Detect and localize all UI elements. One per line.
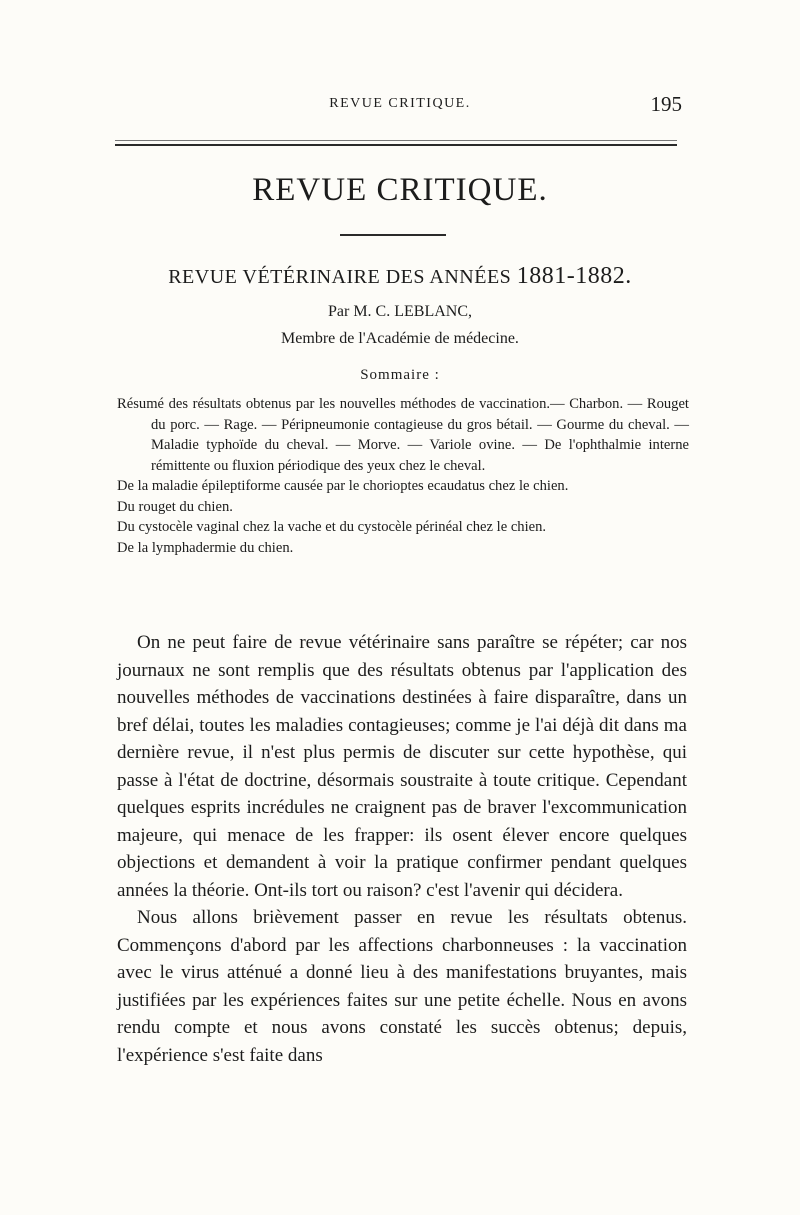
summary-heading: Sommaire : xyxy=(360,367,440,383)
article-heading-text: REVUE VÉTÉRINAIRE DES ANNÉES xyxy=(168,266,512,288)
body-paragraph: On ne peut faire de revue vétérinaire sans paraître se répéter; car nos journaux ne sont remplis que des résultats obtenus par l'application des nouvelles méthodes de vaccinations destinées à faire disparaître, dans un bref délai, toutes les maladies contagieuses; comme je l'ai déjà dit dans ma dernière revue, il n'est plus permis de discuter sur cette hypothèse, qui passe à l'état de doctrine, désormais soustraite à toute critique. Cependant quelques esprits incrédules ne craignent pas de braver l'excommunication majeure, qui menace de les frapper: ils osent élever encore quelques objections et demandent à voir la pratique confirmer pendant quelques années la théorie. Ont-ils tort ou raison? c'est l'avenir qui décidera. xyxy=(117,632,687,901)
page-title: REVUE CRITIQUE. xyxy=(252,172,548,208)
article-years: 1881-1882. xyxy=(516,263,632,289)
summary-entry: De la maladie épileptiforme causée par le chorioptes ecaudatus chez le chien. xyxy=(117,478,569,494)
title-rule xyxy=(340,234,446,236)
summary-entry: De la lymphadermie du chien. xyxy=(117,539,294,556)
article-affiliation: Membre de l'Académie de médecine. xyxy=(281,330,519,347)
summary-entry: Du cystocèle vaginal chez la vache et du cystocèle périnéal chez le chien. xyxy=(117,519,547,535)
header-rule xyxy=(115,144,677,146)
body-paragraph: Nous allons brièvement passer en revue les résultats obtenus. Commençons d'abord par les affections charbonneuses : la vaccination avec le virus atténué a donné lieu à des manifestations bruyantes, mais justifiées par les expériences faites sur une petite échelle. Nous en avons rendu compte et nous avons constaté les succès obtenus; depuis, l'expérience s'est faite dans xyxy=(117,907,687,1066)
header-rule-thin xyxy=(115,140,677,141)
article-heading xyxy=(0,263,800,290)
article-author: Par M. C. LEBLANC, xyxy=(328,303,472,320)
body-text xyxy=(117,629,687,1069)
summary-entry: Résumé des résultats obtenus par les nouvelles méthodes de vaccination.— Charbon. — Rouget du porc. — Rage. — Péripneumonie contagieuse du gros bétail. — Gourme du cheval. — Maladie typhoïde du cheval. — Morve. — Variole ovine. — De l'ophthalmie interne rémittente ou fluxion périodique des yeux chez le cheval. xyxy=(117,396,689,474)
running-title: REVUE CRITIQUE. xyxy=(329,96,471,111)
summary-entry: Du rouget du chien. xyxy=(117,498,233,515)
page-number: 195 xyxy=(650,92,682,116)
running-head xyxy=(0,94,800,118)
summary-list xyxy=(117,394,689,558)
